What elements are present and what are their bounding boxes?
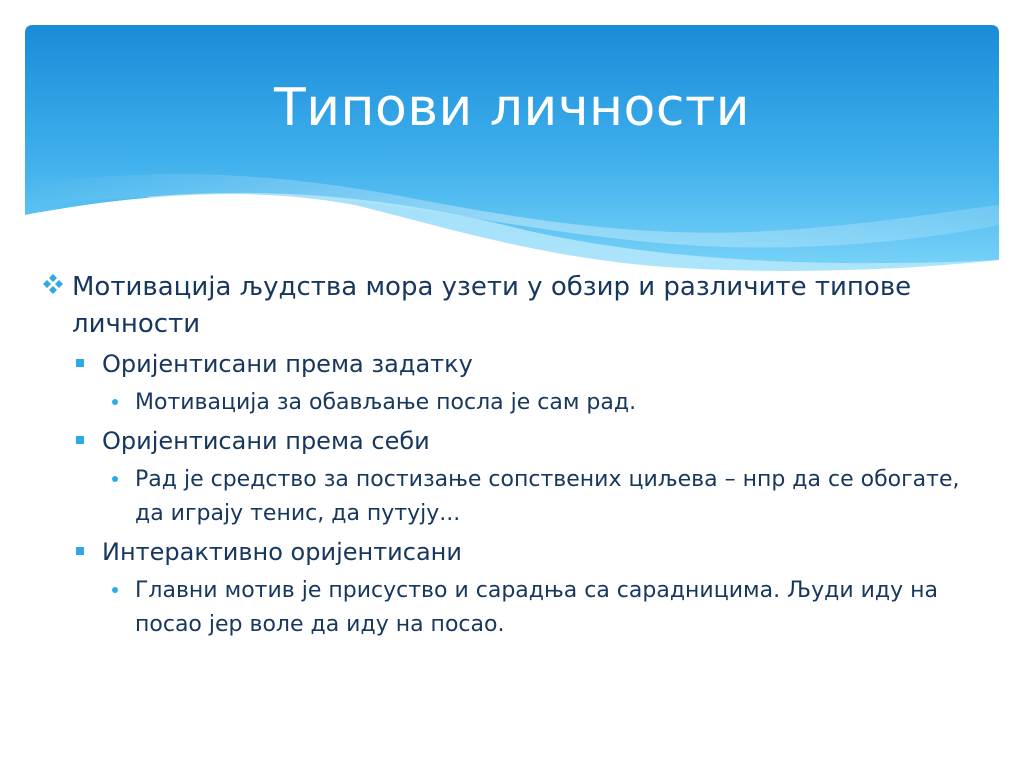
list-item — [40, 385, 990, 419]
list-item — [40, 425, 990, 458]
group-label: Оријентисани према себи — [102, 427, 430, 455]
list-item — [40, 462, 990, 530]
main-point-text: Мотивација људства мора узети у обзир и различите типове личности — [72, 272, 912, 339]
title-banner — [25, 25, 999, 285]
list-item — [40, 348, 990, 381]
square-bullet-icon — [76, 436, 84, 444]
list-item — [40, 536, 990, 569]
diamond-cluster-icon — [42, 273, 64, 295]
slide-title: Типови личности — [273, 78, 751, 138]
dot-bullet-icon — [112, 587, 118, 593]
group-detail: Главни мотив је присуство и сарадња са сарадницима. Људи иду на посао јер воле да иду на посао. — [135, 578, 939, 637]
list-item — [40, 573, 990, 641]
dot-bullet-icon — [112, 476, 118, 482]
group-label: Интерактивно оријентисани — [102, 538, 462, 566]
group-detail: Рад је средство за постизање сопствених циљева – нпр да се обогате, да играју тенис, да путују... — [135, 467, 960, 526]
square-bullet-icon — [76, 547, 84, 555]
square-bullet-icon — [76, 359, 84, 367]
group-label: Оријентисани према задатку — [102, 350, 473, 378]
group-detail: Мотивација за обављање посла је сам рад. — [135, 390, 637, 415]
wave-banner-graphic — [25, 25, 999, 285]
list-item — [40, 268, 990, 342]
dot-bullet-icon — [112, 399, 118, 405]
bullet-list — [40, 268, 990, 647]
